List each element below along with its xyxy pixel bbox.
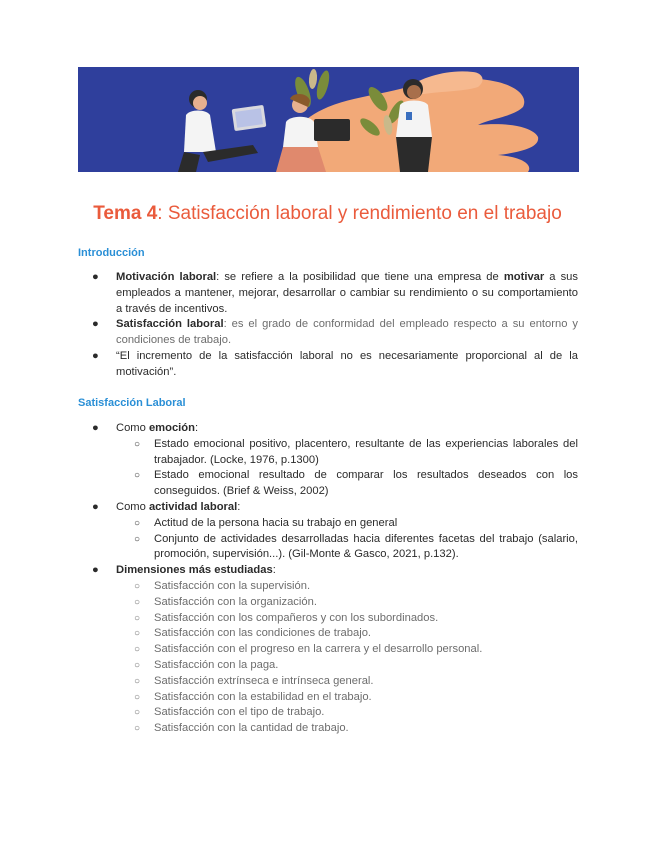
item-keyword: emoción: [148, 422, 195, 434]
circle-bullet-icon: ○: [134, 675, 141, 687]
item-text: :: [237, 500, 241, 513]
circle-bullet-icon: ○: [134, 707, 141, 719]
intro-list: [78, 270, 578, 381]
circle-bullet-icon: ○: [134, 438, 141, 450]
intro-heading: Introducción: [78, 247, 145, 259]
bullet-icon: ●: [92, 349, 99, 362]
item-keyword: motivar: [503, 271, 545, 283]
title-rest: : Satisfacción laboral y rendimiento en el trabajo: [157, 203, 562, 224]
sub-item-text: Satisfacción con la paga.: [154, 658, 279, 671]
sub-item-text: Satisfacción con la estabilidad en el trabajo.: [154, 690, 372, 703]
sub-item-text: Satisfacción extrínseca e intrínseca general.: [154, 674, 374, 687]
sub-item-text: Satisfacción con las condiciones de trabajo.: [154, 627, 372, 640]
item-text: :: [272, 564, 276, 577]
sub-item-text: Estado emocional resultado de comparar los resultados deseados con los conseguidos. (Brief & Weiss, 2002): [154, 469, 578, 498]
item-text: a sus empleados a mantener, mejorar, desarrollar o cambiar su rendimiento o su comportamiento a través de incentivos.: [116, 271, 578, 315]
sub-list-item: [78, 721, 578, 737]
circle-bullet-icon: ○: [134, 596, 141, 608]
circle-bullet-icon: ○: [134, 691, 141, 703]
sub-item-text: Estado emocional positivo, placentero, resultante de las experiencias laborales del trabajador. (Locke, 1976, p.1300): [154, 437, 578, 466]
bullet-icon: ●: [92, 500, 99, 513]
circle-bullet-icon: ○: [134, 612, 141, 624]
list-item: [78, 349, 578, 381]
bullet-icon: ●: [92, 564, 99, 577]
sub-item-text: Satisfacción con los compañeros y con los subordinados.: [154, 611, 439, 624]
list-item: [78, 317, 578, 349]
item-keyword: Satisfacción laboral: [116, 318, 224, 331]
sub-list-item: [78, 532, 578, 564]
page-title: [0, 203, 655, 225]
circle-bullet-icon: ○: [134, 644, 141, 656]
item-text: :: [194, 422, 199, 434]
bullet-icon: ●: [92, 318, 99, 331]
sub-item-text: Satisfacción con la supervisión.: [154, 579, 311, 592]
sub-item-text: Satisfacción con el tipo de trabajo.: [154, 706, 325, 719]
circle-bullet-icon: ○: [134, 470, 141, 482]
sub-list-item: [78, 595, 578, 611]
sub-list-item: [78, 468, 578, 500]
circle-bullet-icon: ○: [134, 659, 141, 671]
item-text: Como: [116, 500, 149, 513]
list-item: [78, 421, 578, 437]
circle-bullet-icon: ○: [134, 580, 141, 592]
list-item: [78, 270, 578, 317]
item-keyword: actividad laboral: [148, 500, 238, 513]
item-text: Como: [116, 422, 149, 434]
satisfaccion-list: [78, 421, 578, 737]
sub-list-item: [78, 611, 578, 627]
list-item: [78, 500, 578, 516]
item-keyword: Dimensiones más estudiadas: [116, 564, 273, 577]
item-text: : es el grado de conformidad del empleado respecto a su entorno y condiciones de trabajo.: [116, 318, 578, 347]
sub-item-text: Satisfacción con la organización.: [154, 595, 317, 608]
header-banner: [78, 67, 579, 172]
bullet-icon: ●: [92, 422, 99, 434]
sub-list-item: [78, 705, 578, 721]
circle-bullet-icon: ○: [134, 723, 141, 735]
satisfaccion-heading: Satisfacción Laboral: [78, 397, 186, 409]
circle-bullet-icon: ○: [134, 517, 141, 529]
list-item: [78, 563, 578, 579]
bullet-icon: ●: [92, 271, 99, 283]
sub-list-item: [78, 579, 578, 595]
sub-list-item: [78, 437, 578, 469]
sub-list-item: [78, 674, 578, 690]
teamwork-illustration: [78, 67, 579, 172]
circle-bullet-icon: ○: [134, 533, 141, 545]
sub-list-item: [78, 516, 578, 532]
item-keyword: Motivación laboral: [116, 271, 217, 283]
sub-list-item: [78, 626, 578, 642]
sub-item-text: Conjunto de actividades desarrolladas hacia diferentes facetas del trabajo (salario, promoción, supervisión...). (Gil-Monte & Gasco, 2021, p.132).: [154, 532, 578, 561]
sub-item-text: Actitud de la persona hacia su trabajo en general: [154, 516, 398, 529]
circle-bullet-icon: ○: [134, 628, 141, 640]
title-prefix: Tema 4: [93, 203, 158, 224]
item-text: : se refiere a la posibilidad que tiene una empresa de: [216, 271, 504, 283]
sub-list-item: [78, 658, 578, 674]
sub-list-item: [78, 642, 578, 658]
item-text: “El incremento de la satisfacción laboral no es necesariamente proporcional al de la motivación”.: [116, 349, 578, 378]
sub-item-text: Satisfacción con el progreso en la carrera y el desarrollo personal.: [154, 643, 483, 656]
sub-item-text: Satisfacción con la cantidad de trabajo.: [154, 722, 349, 735]
sub-list-item: [78, 690, 578, 706]
